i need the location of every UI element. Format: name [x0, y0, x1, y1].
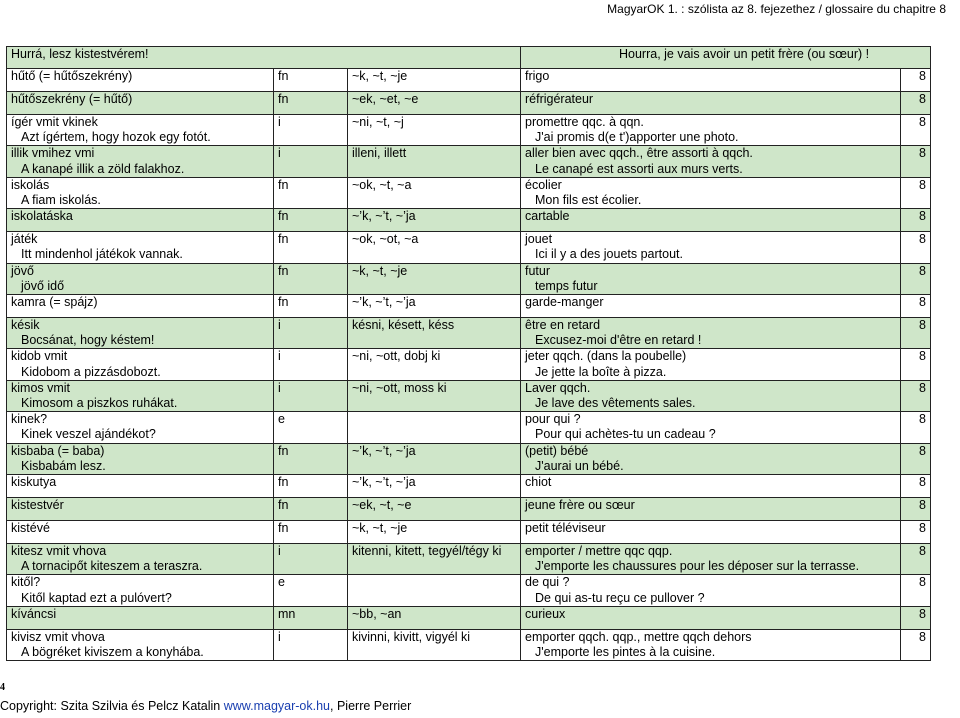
hungarian-word: kinek?: [11, 412, 48, 427]
chapter-cell: [901, 475, 931, 498]
hungarian-cell: [7, 544, 274, 575]
chapter-number: 8: [919, 606, 926, 621]
hungarian-example: Kinek veszel ajándékot?: [21, 427, 156, 442]
french-cell: [521, 209, 901, 232]
part-of-speech: e: [278, 412, 285, 427]
french-translation: être en retard: [525, 318, 601, 333]
hungarian-word: illik vmihez vmi: [11, 146, 95, 161]
chapter-number: 8: [919, 177, 926, 192]
table-row: [7, 115, 931, 146]
part-of-speech: fn: [278, 92, 289, 106]
forms-cell: [348, 295, 521, 318]
word-forms: ~’k, ~’t, ~’ja: [352, 295, 416, 310]
french-translation: garde-manger: [525, 295, 604, 310]
french-example: Pour qui achètes-tu un cadeau ?: [535, 427, 716, 442]
table-row: [7, 544, 931, 575]
pos-cell: [274, 629, 348, 660]
table-row: [7, 318, 931, 349]
french-translation: futur: [525, 263, 551, 278]
chapter-cell: [901, 146, 931, 177]
hungarian-word: kistestvér: [11, 498, 64, 513]
french-cell: [521, 575, 901, 606]
forms-cell: [348, 69, 521, 92]
table-row: [7, 443, 931, 474]
table-row: [7, 575, 931, 606]
part-of-speech: fn: [278, 443, 289, 458]
hungarian-word: kiskutya: [11, 475, 57, 490]
french-translation: chiot: [525, 475, 552, 490]
hungarian-example: jövő idő: [21, 278, 65, 293]
hungarian-cell: [7, 498, 274, 521]
hungarian-cell: [7, 349, 274, 380]
chapter-cell: [901, 575, 931, 606]
word-forms: kivinni, kivitt, vigyél ki: [352, 629, 471, 644]
table-row: [7, 263, 931, 294]
french-translation: emporter qqch. qqp., mettre qqch dehors: [525, 629, 752, 644]
hungarian-word: késik: [11, 318, 40, 333]
french-cell: [521, 115, 901, 146]
part-of-speech: i: [278, 380, 281, 395]
chapter-cell: [901, 629, 931, 660]
pos-cell: [274, 263, 348, 294]
word-forms: ~’k, ~’t, ~’ja: [352, 475, 416, 490]
hungarian-cell: [7, 295, 274, 318]
hungarian-cell: [7, 47, 521, 69]
chapter-cell: [901, 443, 931, 474]
chapter-cell: [901, 263, 931, 294]
word-forms: ~ni, ~ott, moss ki: [352, 380, 447, 395]
word-forms: ~k, ~t, ~je: [352, 263, 408, 278]
chapter-number: 8: [919, 69, 926, 83]
word-forms: ~’k, ~’t, ~’ja: [352, 209, 416, 224]
french-cell: [521, 92, 901, 115]
pos-cell: [274, 295, 348, 318]
page-number: 4: [0, 682, 5, 693]
page-header: MagyarOK 1. : szólista az 8. fejezethez / glossaire du chapitre 8: [607, 2, 946, 16]
pos-cell: [274, 498, 348, 521]
chapter-number: 8: [919, 232, 926, 247]
hungarian-word: kivisz vmit vhova: [11, 629, 105, 644]
hungarian-example: A fiam iskolás.: [21, 193, 101, 208]
pos-cell: [274, 146, 348, 177]
chapter-cell: [901, 295, 931, 318]
french-example: J'emporte les pintes à la cuisine.: [535, 645, 716, 660]
hungarian-cell: [7, 177, 274, 208]
chapter-number: 8: [919, 92, 926, 106]
french-translation: Hourra, je vais avoir un petit frère (ou sœur) !: [619, 47, 870, 61]
table-row: [7, 146, 931, 177]
pos-cell: [274, 380, 348, 411]
table-row: [7, 209, 931, 232]
forms-cell: [348, 92, 521, 115]
hungarian-cell: [7, 380, 274, 411]
french-translation: réfrigérateur: [525, 92, 594, 106]
chapter-number: 8: [919, 498, 926, 513]
part-of-speech: i: [278, 115, 281, 129]
chapter-number: 8: [919, 380, 926, 395]
hungarian-cell: [7, 69, 274, 92]
hungarian-example: A tornacipőt kiteszem a teraszra.: [21, 559, 203, 574]
french-cell: [521, 263, 901, 294]
hungarian-cell: [7, 115, 274, 146]
french-cell: [521, 380, 901, 411]
chapter-cell: [901, 349, 931, 380]
part-of-speech: fn: [278, 521, 289, 536]
word-forms: ~k, ~t, ~je: [352, 69, 408, 83]
chapter-cell: [901, 177, 931, 208]
chapter-number: 8: [919, 629, 926, 644]
part-of-speech: i: [278, 318, 281, 333]
french-cell: [521, 232, 901, 263]
chapter-number: 8: [919, 443, 926, 458]
pos-cell: [274, 115, 348, 146]
chapter-cell: [901, 318, 931, 349]
french-translation: cartable: [525, 209, 570, 224]
hungarian-word: ígér vmit vkinek: [11, 115, 98, 129]
footer-site-link[interactable]: www.magyar-ok.hu: [223, 699, 331, 713]
french-example: J'aurai un bébé.: [535, 458, 624, 473]
hungarian-word: kistévé: [11, 521, 50, 536]
chapter-cell: [901, 498, 931, 521]
table-row: [7, 232, 931, 263]
table-row: [7, 521, 931, 544]
pos-cell: [274, 412, 348, 443]
french-example: Mon fils est écolier.: [535, 193, 642, 208]
french-cell: [521, 443, 901, 474]
footer-copyright: Copyright: Szita Szilvia és Pelcz Katalin: [0, 699, 221, 713]
chapter-cell: [901, 92, 931, 115]
chapter-number: 8: [919, 263, 926, 278]
word-forms: kitenni, kitett, tegyél/tégy ki: [352, 544, 502, 559]
table-row: [7, 295, 931, 318]
word-forms: ~ek, ~et, ~e: [352, 92, 419, 106]
chapter-number: 8: [919, 575, 926, 590]
french-cell: [521, 498, 901, 521]
pos-cell: [274, 318, 348, 349]
table-row: [7, 475, 931, 498]
french-translation: pour qui ?: [525, 412, 581, 427]
hungarian-word: iskolatáska: [11, 209, 73, 224]
forms-cell: [348, 380, 521, 411]
hungarian-word: kidob vmit: [11, 349, 68, 364]
french-translation: écolier: [525, 177, 562, 192]
pos-cell: [274, 521, 348, 544]
french-example: Je jette la boîte à pizza.: [535, 364, 667, 379]
hungarian-cell: [7, 606, 274, 629]
forms-cell: [348, 263, 521, 294]
french-translation: jeune frère ou sœur: [525, 498, 635, 513]
forms-cell: [348, 115, 521, 146]
french-translation: Laver qqch.: [525, 380, 591, 395]
hungarian-example: Kitől kaptad ezt a pulóvert?: [21, 590, 172, 605]
hungarian-example: Itt mindenhol játékok vannak.: [21, 247, 183, 262]
chapter-cell: [901, 544, 931, 575]
hungarian-word: kamra (= spájz): [11, 295, 98, 310]
footer: [0, 699, 411, 713]
french-cell: [521, 318, 901, 349]
pos-cell: [274, 209, 348, 232]
hungarian-cell: [7, 232, 274, 263]
hungarian-word: játék: [11, 232, 38, 247]
french-example: J'ai promis d(e t')apporter une photo.: [535, 130, 739, 145]
chapter-number: 8: [919, 349, 926, 364]
chapter-cell: [901, 232, 931, 263]
part-of-speech: i: [278, 349, 281, 364]
forms-cell: [348, 177, 521, 208]
hungarian-example: A bögréket kiviszem a konyhába.: [21, 645, 204, 660]
french-cell: [521, 295, 901, 318]
hungarian-example: A kanapé illik a zöld falakhoz.: [21, 161, 185, 176]
table-row: [7, 380, 931, 411]
hungarian-example: Kidobom a pizzásdobozt.: [21, 364, 161, 379]
hungarian-word: kitesz vmit vhova: [11, 544, 107, 559]
hungarian-word: jövő: [11, 263, 34, 278]
hungarian-cell: [7, 521, 274, 544]
french-translation: emporter / mettre qqc qqp.: [525, 544, 673, 559]
table-row: [7, 177, 931, 208]
french-cell: [521, 146, 901, 177]
forms-cell: [348, 575, 521, 606]
forms-cell: [348, 146, 521, 177]
french-example: Je lave des vêtements sales.: [535, 396, 696, 411]
chapter-number: 8: [919, 318, 926, 333]
part-of-speech: i: [278, 629, 281, 644]
forms-cell: [348, 544, 521, 575]
hungarian-example: Bocsánat, hogy késtem!: [21, 333, 155, 348]
french-translation: aller bien avec qqch., être assorti à qqch.: [525, 146, 753, 161]
chapter-cell: [901, 606, 931, 629]
glossary-table: [6, 46, 931, 661]
pos-cell: [274, 69, 348, 92]
part-of-speech: fn: [278, 209, 289, 224]
pos-cell: [274, 92, 348, 115]
chapter-number: 8: [919, 544, 926, 559]
chapter-cell: [901, 412, 931, 443]
word-forms: ~ek, ~t, ~e: [352, 498, 412, 513]
word-forms: ~ok, ~ot, ~a: [352, 232, 419, 247]
pos-cell: [274, 606, 348, 629]
pos-cell: [274, 544, 348, 575]
pos-cell: [274, 443, 348, 474]
chapter-cell: [901, 209, 931, 232]
hungarian-word: Hurrá, lesz kistestvérem!: [11, 47, 149, 61]
part-of-speech: fn: [278, 177, 289, 192]
hungarian-cell: [7, 318, 274, 349]
forms-cell: [348, 521, 521, 544]
french-translation: (petit) bébé: [525, 443, 589, 458]
hungarian-word: hűtőszekrény (= hűtő): [11, 92, 133, 106]
part-of-speech: mn: [278, 606, 296, 621]
french-example: Le canapé est assorti aux murs verts.: [535, 161, 743, 176]
french-cell: [521, 544, 901, 575]
hungarian-word: hűtő (= hűtőszekrény): [11, 69, 133, 83]
word-forms: ~k, ~t, ~je: [352, 521, 408, 536]
french-translation: jouet: [525, 232, 553, 247]
hungarian-cell: [7, 209, 274, 232]
forms-cell: [348, 475, 521, 498]
pos-cell: [274, 349, 348, 380]
chapter-number: 8: [919, 146, 926, 161]
french-cell: [521, 521, 901, 544]
pos-cell: [274, 475, 348, 498]
hungarian-example: Kisbabám lesz.: [21, 458, 106, 473]
word-forms: ~ni, ~t, ~j: [352, 115, 404, 129]
french-translation: curieux: [525, 606, 566, 621]
forms-cell: [348, 209, 521, 232]
hungarian-word: kíváncsi: [11, 606, 57, 621]
table-row: [7, 47, 931, 69]
table-row: [7, 92, 931, 115]
table-row: [7, 629, 931, 660]
hungarian-cell: [7, 146, 274, 177]
chapter-number: 8: [919, 209, 926, 224]
hungarian-example: Kimosom a piszkos ruhákat.: [21, 396, 178, 411]
chapter-cell: [901, 69, 931, 92]
table-row: [7, 498, 931, 521]
forms-cell: [348, 443, 521, 474]
hungarian-word: kisbaba (= baba): [11, 443, 105, 458]
part-of-speech: i: [278, 146, 281, 161]
part-of-speech: fn: [278, 475, 289, 490]
part-of-speech: fn: [278, 69, 289, 83]
french-translation: promettre qqc. à qqn.: [525, 115, 644, 129]
part-of-speech: fn: [278, 498, 289, 513]
table-row: [7, 69, 931, 92]
part-of-speech: i: [278, 544, 281, 559]
part-of-speech: fn: [278, 295, 289, 310]
french-translation: de qui ?: [525, 575, 570, 590]
french-cell: [521, 349, 901, 380]
chapter-cell: [901, 521, 931, 544]
hungarian-cell: [7, 412, 274, 443]
forms-cell: [348, 232, 521, 263]
word-forms: késni, késett, késs: [352, 318, 455, 333]
word-forms: ~bb, ~an: [352, 606, 402, 621]
hungarian-cell: [7, 263, 274, 294]
french-example: Ici il y a des jouets partout.: [535, 247, 683, 262]
hungarian-word: kitől?: [11, 575, 41, 590]
forms-cell: [348, 318, 521, 349]
pos-cell: [274, 177, 348, 208]
chapter-number: 8: [919, 115, 926, 129]
part-of-speech: fn: [278, 232, 289, 247]
hungarian-example: Azt ígértem, hogy hozok egy fotót.: [21, 130, 211, 145]
french-cell: [521, 69, 901, 92]
forms-cell: [348, 498, 521, 521]
table-row: [7, 606, 931, 629]
footer-extra: , Pierre Perrier: [330, 699, 412, 713]
hungarian-cell: [7, 92, 274, 115]
french-cell: [521, 412, 901, 443]
french-cell: [521, 606, 901, 629]
part-of-speech: fn: [278, 263, 289, 278]
french-cell: [521, 47, 931, 69]
hungarian-cell: [7, 443, 274, 474]
french-cell: [521, 629, 901, 660]
chapter-number: 8: [919, 475, 926, 490]
word-forms: ~ok, ~t, ~a: [352, 177, 412, 192]
forms-cell: [348, 349, 521, 380]
pos-cell: [274, 232, 348, 263]
chapter-number: 8: [919, 295, 926, 310]
hungarian-word: iskolás: [11, 177, 50, 192]
hungarian-cell: [7, 629, 274, 660]
word-forms: ~ni, ~ott, dobj ki: [352, 349, 441, 364]
french-example: temps futur: [535, 278, 598, 293]
chapter-cell: [901, 115, 931, 146]
chapter-number: 8: [919, 521, 926, 536]
french-translation: petit téléviseur: [525, 521, 606, 536]
french-example: De qui as-tu reçu ce pullover ?: [535, 590, 705, 605]
part-of-speech: e: [278, 575, 285, 590]
hungarian-cell: [7, 475, 274, 498]
french-cell: [521, 177, 901, 208]
table-row: [7, 349, 931, 380]
chapter-cell: [901, 380, 931, 411]
chapter-number: 8: [919, 412, 926, 427]
french-translation: frigo: [525, 69, 550, 83]
forms-cell: [348, 606, 521, 629]
table-row: [7, 412, 931, 443]
pos-cell: [274, 575, 348, 606]
french-translation: jeter qqch. (dans la poubelle): [525, 349, 687, 364]
forms-cell: [348, 412, 521, 443]
hungarian-word: kimos vmit: [11, 380, 71, 395]
french-cell: [521, 475, 901, 498]
hungarian-cell: [7, 575, 274, 606]
forms-cell: [348, 629, 521, 660]
french-example: J'emporte les chaussures pour les déposer sur la terrasse.: [535, 559, 860, 574]
word-forms: ~’k, ~’t, ~’ja: [352, 443, 416, 458]
french-example: Excusez-moi d'être en retard !: [535, 333, 702, 348]
word-forms: illeni, illett: [352, 146, 407, 161]
